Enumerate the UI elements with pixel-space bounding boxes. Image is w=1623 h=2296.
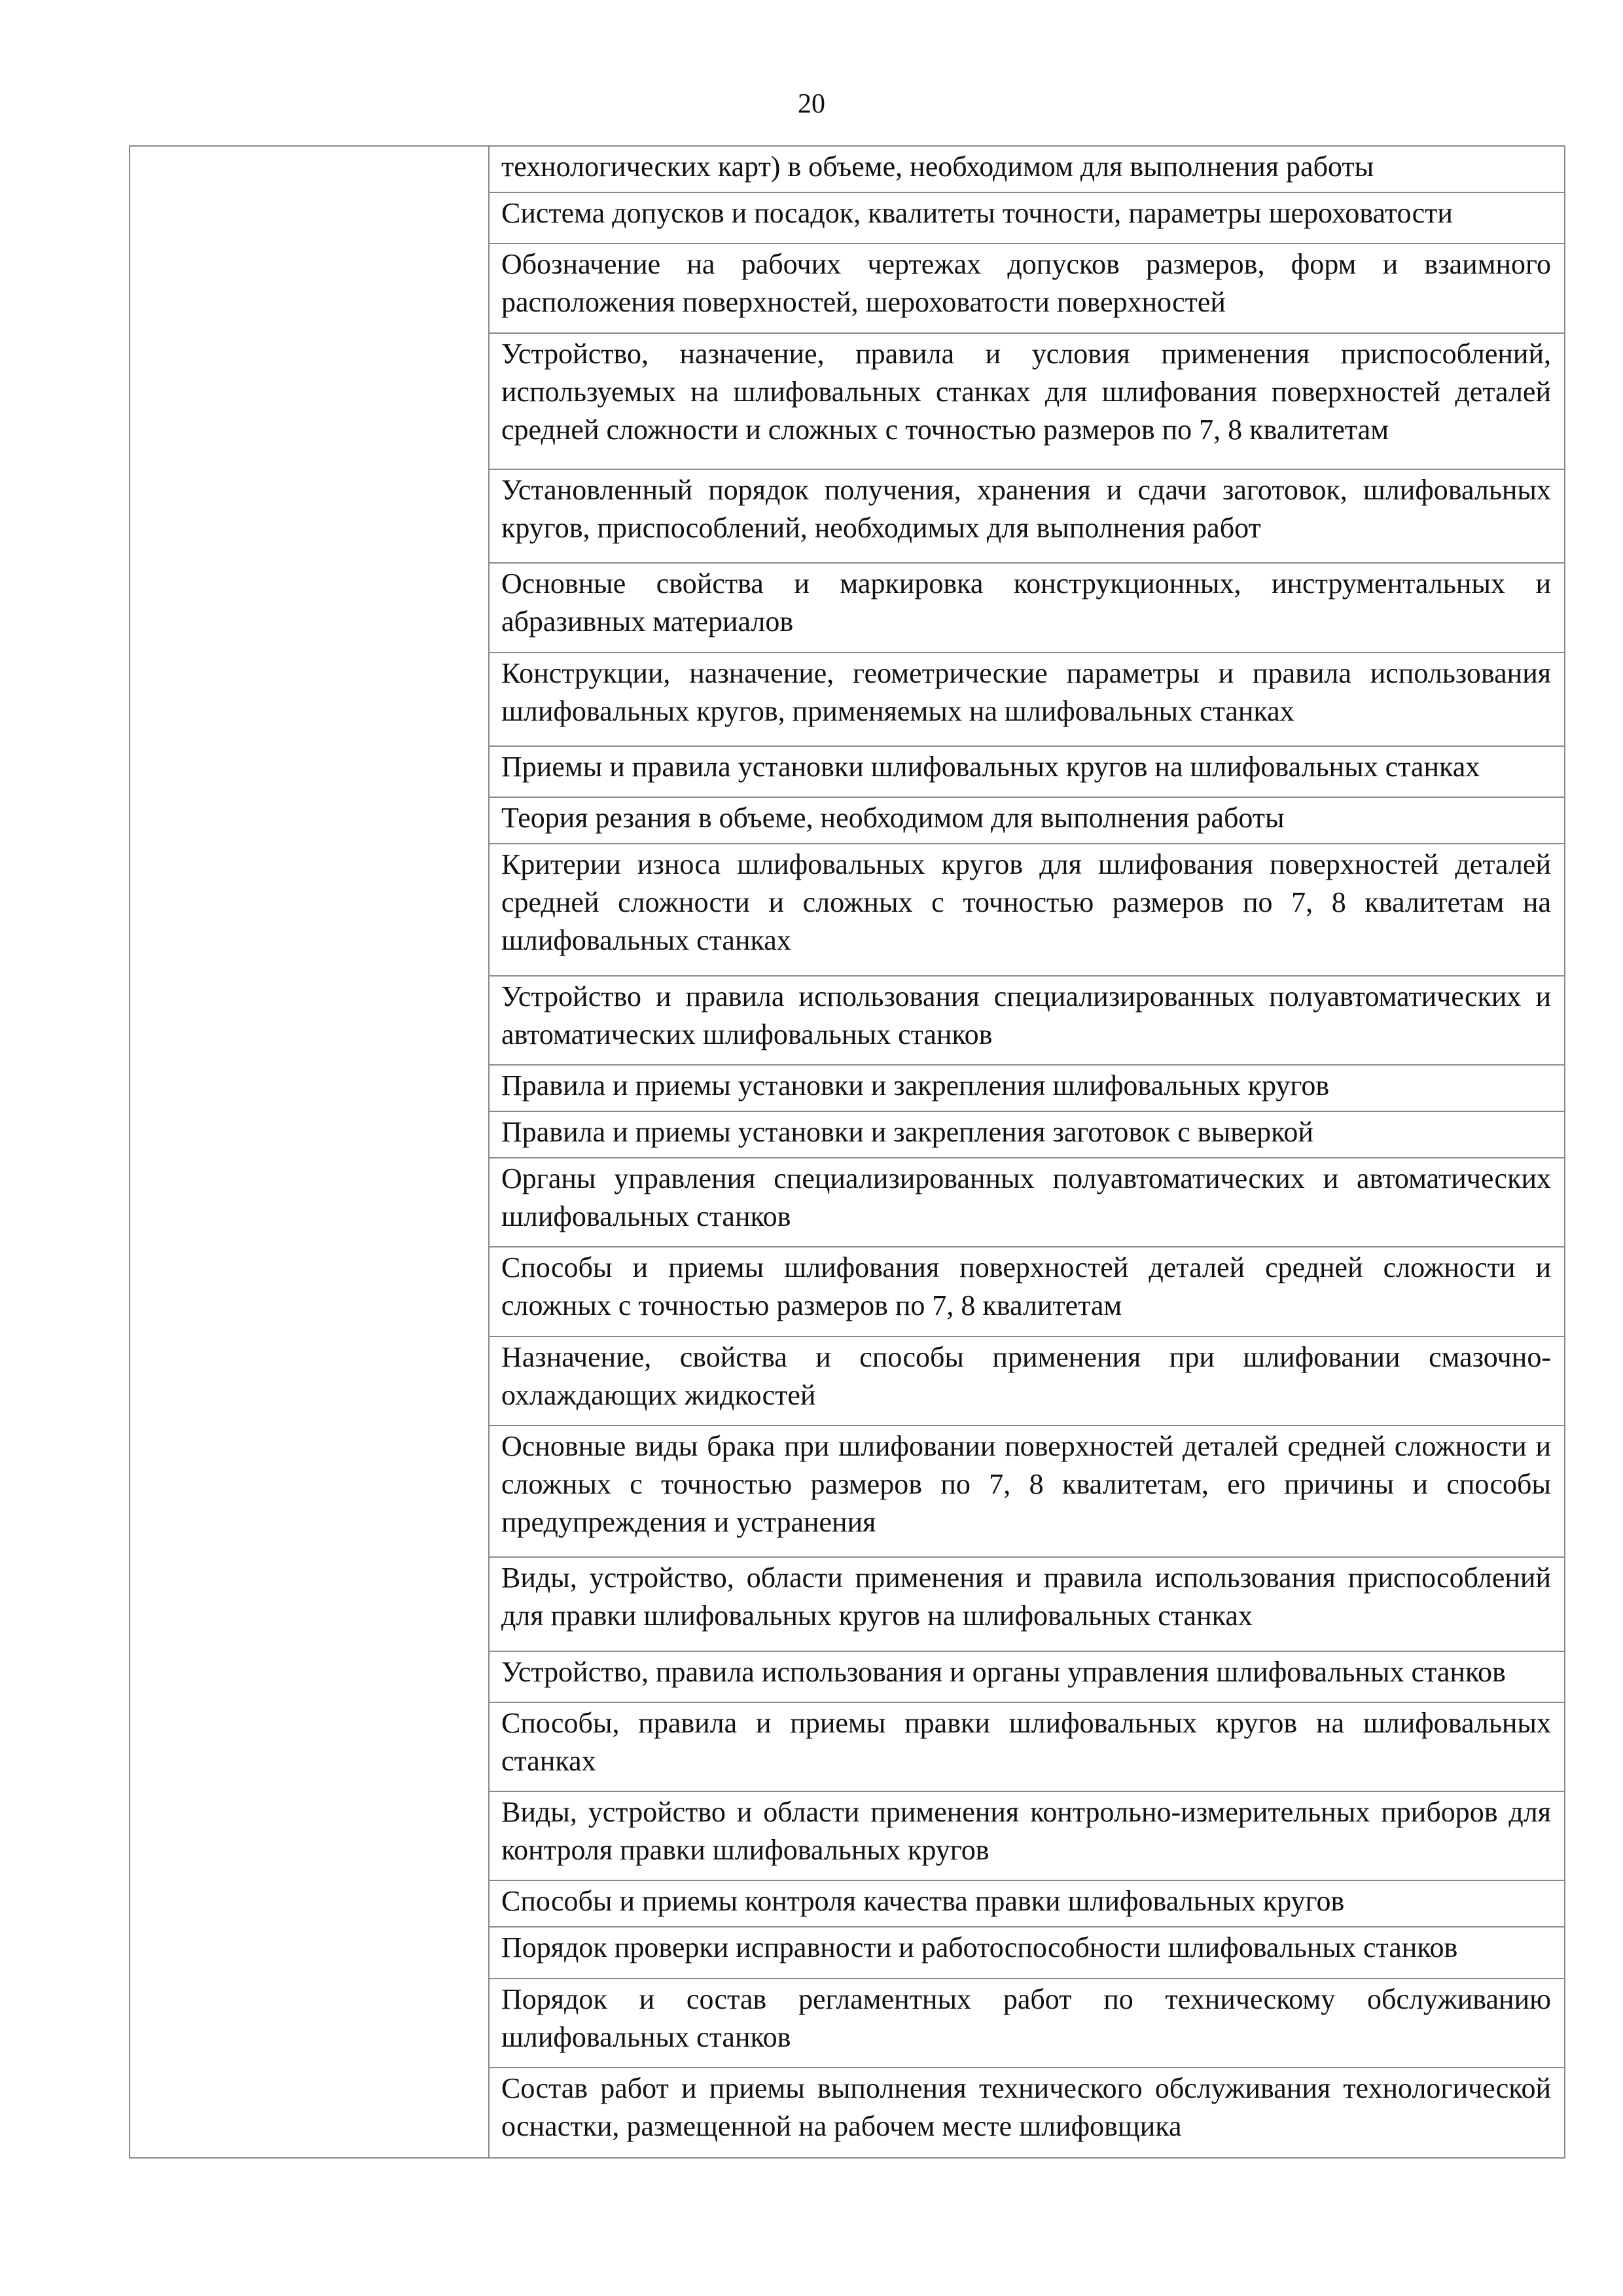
list-item: Способы и приемы шлифования поверхностей деталей средней сложности и сложных с точностью размеров по 7, 8 квалитетам [490,1247,1564,1336]
list-item: Правила и приемы установки и закрепления заготовок с выверкой [490,1112,1564,1158]
table-right-cell [489,146,1565,2158]
requirements-table [129,145,1565,2159]
list-item: Порядок проверки исправности и работоспособности шлифовальных станков [490,1928,1564,1979]
knowledge-list [490,147,1564,2156]
list-item: Приемы и правила установки шлифовальных кругов на шлифовальных станках [490,747,1564,798]
list-item: Порядок и состав регламентных работ по техническому обслуживанию шлифовальных станков [490,1979,1564,2068]
list-item: Виды, устройство и области применения контрольно-измерительных приборов для контроля правки шлифовальных кругов [490,1792,1564,1881]
list-item: Критерии износа шлифовальных кругов для шлифования поверхностей деталей средней сложности и сложных с точностью размеров по 7, 8 квалитетам на шлифовальных станках [490,844,1564,976]
list-item: Конструкции, назначение, геометрические параметры и правила использования шлифовальных кругов, применяемых на шлифовальных станках [490,653,1564,747]
list-item: Состав работ и приемы выполнения технического обслуживания технологической оснастки, размещенной на рабочем месте шлифовщика [501,2072,1551,2142]
list-item: Теория резания в объеме, необходимом для выполнения работы [490,798,1564,844]
list-item: Виды, устройство, области применения и правила использования приспособлений для правки шлифовальных кругов на шлифовальных станках [490,1558,1564,1651]
list-item: Назначение, свойства и способы применения при шлифовании смазочно-охлаждающих жидкостей [490,1337,1564,1426]
page-number: 20 [798,89,825,119]
list-item: Установленный порядок получения, хранения и сдачи заготовок, шлифовальных кругов, приспособлений, необходимых для выполнения работ [490,470,1564,564]
list-item: Основные свойства и маркировка конструкционных, инструментальных и абразивных материалов [490,564,1564,653]
list-item: Устройство, назначение, правила и условия применения приспособлений, используемых на шлифовальных станках для шлифования поверхностей деталей средней сложности и сложных с точностью размеров по 7, 8 квалитетам [490,334,1564,470]
list-item: Устройство, правила использования и органы управления шлифовальных станков [490,1652,1564,1703]
list-item: Органы управления специализированных полуавтоматических и автоматических шлифовальных станков [490,1158,1564,1247]
list-item: Обозначение на рабочих чертежах допусков размеров, форм и взаимного расположения поверхностей, шероховатости поверхностей [490,244,1564,333]
list-item: Способы, правила и приемы правки шлифовальных кругов на шлифовальных станках [490,1703,1564,1792]
list-item: Система допусков и посадок, квалитеты точности, параметры шероховатости [490,193,1564,244]
list-item: технологических карт) в объеме, необходимом для выполнения работы [490,147,1564,193]
list-item: Устройство и правила использования специализированных полуавтоматических и автоматических шлифовальных станков [490,977,1564,1066]
list-item: Основные виды брака при шлифовании поверхностей деталей средней сложности и сложных с точностью размеров по 7, 8 квалитетам, его причины и способы предупреждения и устранения [490,1426,1564,1558]
list-item: Способы и приемы контроля качества правки шлифовальных кругов [490,1881,1564,1928]
table-row [130,146,1565,2158]
list-item: Правила и приемы установки и закрепления шлифовальных кругов [490,1066,1564,1112]
table-left-cell [130,146,489,2158]
